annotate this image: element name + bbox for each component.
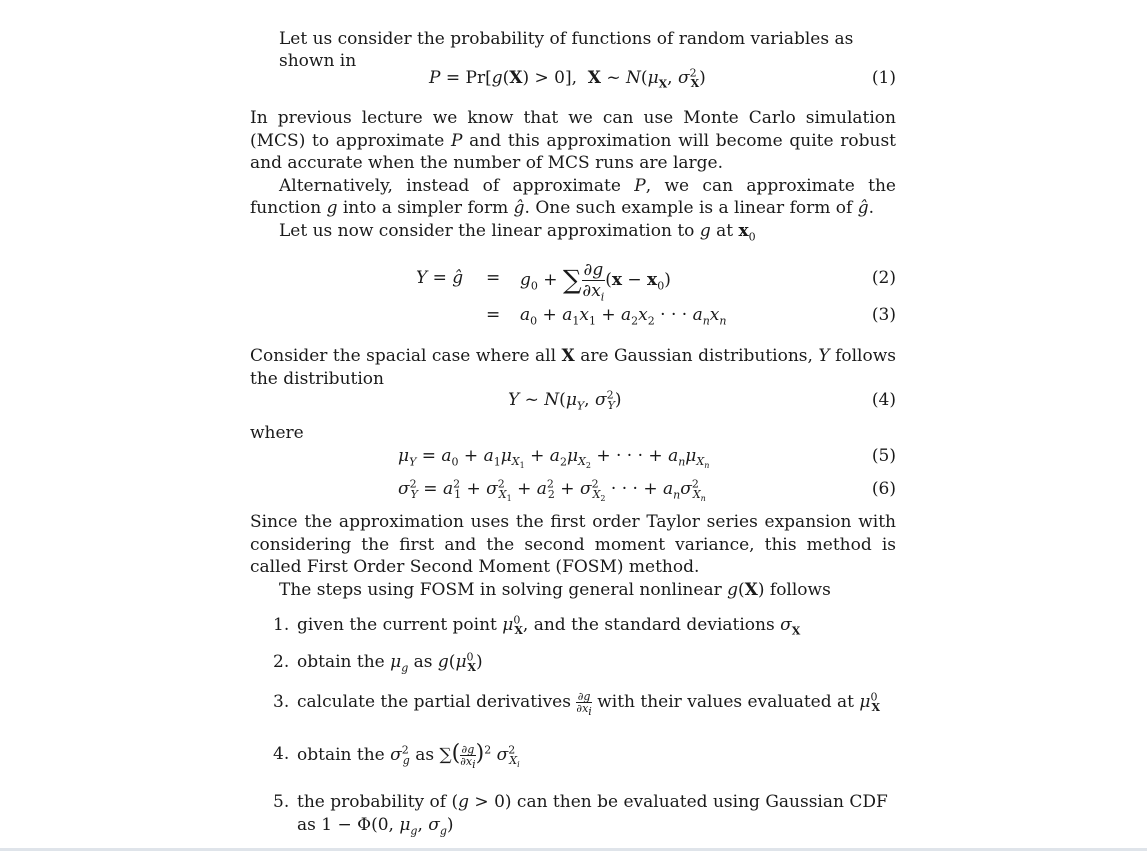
paragraph-gaussian: Consider the spacial case where all X are Gaussian distributions, Y follows the distribution bbox=[250, 346, 897, 389]
equation-2-number: (2) bbox=[871, 268, 896, 288]
para5-text-c: follows the distribution bbox=[250, 346, 897, 389]
where-label bbox=[250, 423, 304, 443]
para3-text-d: . One such example is a linear form of bbox=[524, 198, 853, 218]
equation-6-number: (6) bbox=[871, 479, 896, 499]
para3-text-a: Alternatively, instead of approximate bbox=[279, 175, 621, 196]
step-2: 2. obtain the $\mu_g$ as $g(\mu^0_X)$ bbox=[273, 650, 483, 675]
equation-2-rhs: $g_0$ + ∑ $\frac{\partial g}{\partial x_i}$ $(x - x_0)$ bbox=[520, 260, 671, 304]
para3-text-c: into a simpler form bbox=[342, 198, 509, 218]
where-text: where bbox=[250, 423, 304, 443]
step-5: 5. the probability of (g > 0) can then be evaluated using Gaussian CDF as 1 − Φ(0, $\mu_g$, $\sigma_g$) bbox=[273, 792, 888, 837]
equation-3-rhs: $a_0 + a_1x_1 + a_2x_2$ · · · $a_nx_n$ bbox=[520, 305, 727, 328]
paragraph-mcs: In previous lecture we know that we can use Monte Carlo simulation (MCS) to approximate P and this approximation will become quite robust and accurate when the number of MCS runs are large. Alternatively, instead of approximate P, we can approximate the function g into a simpler form ĝ. One such example is a linear form of ĝ. Let us now consider the linear approximation to g at $x_0$ bbox=[250, 108, 896, 243]
equation-4 bbox=[250, 390, 896, 414]
para2-text: In previous lecture we know that we can use Monte Carlo simulation (MCS) to approximate bbox=[250, 108, 896, 151]
equation-6 bbox=[250, 479, 896, 503]
equation-2-lhs: Y = ĝ bbox=[416, 268, 464, 288]
para7-text-b: follows bbox=[769, 579, 831, 600]
equation-5 bbox=[250, 446, 896, 470]
step-1: 1. given the current point $\mu^0_X$, and the standard deviations $\sigma_X$ bbox=[273, 613, 801, 638]
equation-4-body: Y ~ $N(\mu_Y$, $\sigma^2_Y$) bbox=[508, 388, 622, 413]
para5-text-b: are Gaussian distributions, bbox=[580, 346, 813, 366]
equation-2: Y = ĝ = $g_0$ + ∑ $\frac{\partial g}{\partial x_i}$ $(x - x_0)$ (2) bbox=[416, 260, 896, 304]
step-3: 3. calculate the partial derivatives $\frac{\partial g}{\partial x_i}$ with their values evaluated at $\mu^0_X$ bbox=[273, 690, 881, 719]
equation-6-body: $\sigma^2_Y = a^2_1 + \sigma^2_{X_1} + a^2_2 + \sigma^2_{X_2}$ · · · + $a_n\sigma^2_{X_n}$ bbox=[398, 477, 706, 504]
intro-text: Let us consider the probability of functions of random variables as shown in bbox=[279, 29, 854, 71]
para6-text: Since the approximation uses the first order Taylor series expansion with considering the first and the second moment variance, this method is called First Order Second Moment (FOSM) method. bbox=[250, 512, 896, 577]
para4-text-b: at bbox=[716, 220, 734, 241]
para3-text-b: , we can approximate the function bbox=[250, 175, 896, 218]
equation-1-body: P = Pr[g(X) > 0], X ~ $N(\mu_X$, $\sigma^2_X$) bbox=[429, 66, 706, 91]
equation-4-number: (4) bbox=[871, 390, 896, 410]
para2-text-b: and this approximation will become quite robust and accurate when the number of MCS runs are large. bbox=[250, 130, 896, 173]
equation-1 bbox=[250, 62, 896, 94]
para7-text-a: The steps using FOSM in solving general nonlinear bbox=[279, 579, 722, 600]
paragraph-fosm: Since the approximation uses the first order Taylor series expansion with considering the first and the second moment variance, this method is called First Order Second Moment (FOSM) method. The steps using FOSM in solving general nonlinear g(X) follows bbox=[250, 512, 896, 600]
equation-1-number: (1) bbox=[871, 68, 896, 88]
equation-3: = $a_0 + a_1x_1 + a_2x_2$ · · · $a_nx_n$ (3) bbox=[486, 305, 896, 328]
steps-list bbox=[250, 614, 896, 836]
para4-text: Let us now consider the linear approximation to bbox=[279, 220, 695, 241]
equation-5-number: (5) bbox=[871, 446, 896, 466]
step-4: 4. obtain the $\sigma^2_g$ as ∑( $\frac{\partial g}{\partial x_i}$ )$^2$ $\sigma^2_{X_i}$ bbox=[273, 741, 520, 772]
equation-3-number: (3) bbox=[871, 305, 896, 325]
equation-5-body: $\mu_Y = a_0 + a_1\mu_{X_1} + a_2\mu_{X_2}$ + · · · + $a_n\mu_{X_n}$ bbox=[398, 446, 710, 471]
para5-text-a: Consider the spacial case where all bbox=[250, 346, 557, 366]
